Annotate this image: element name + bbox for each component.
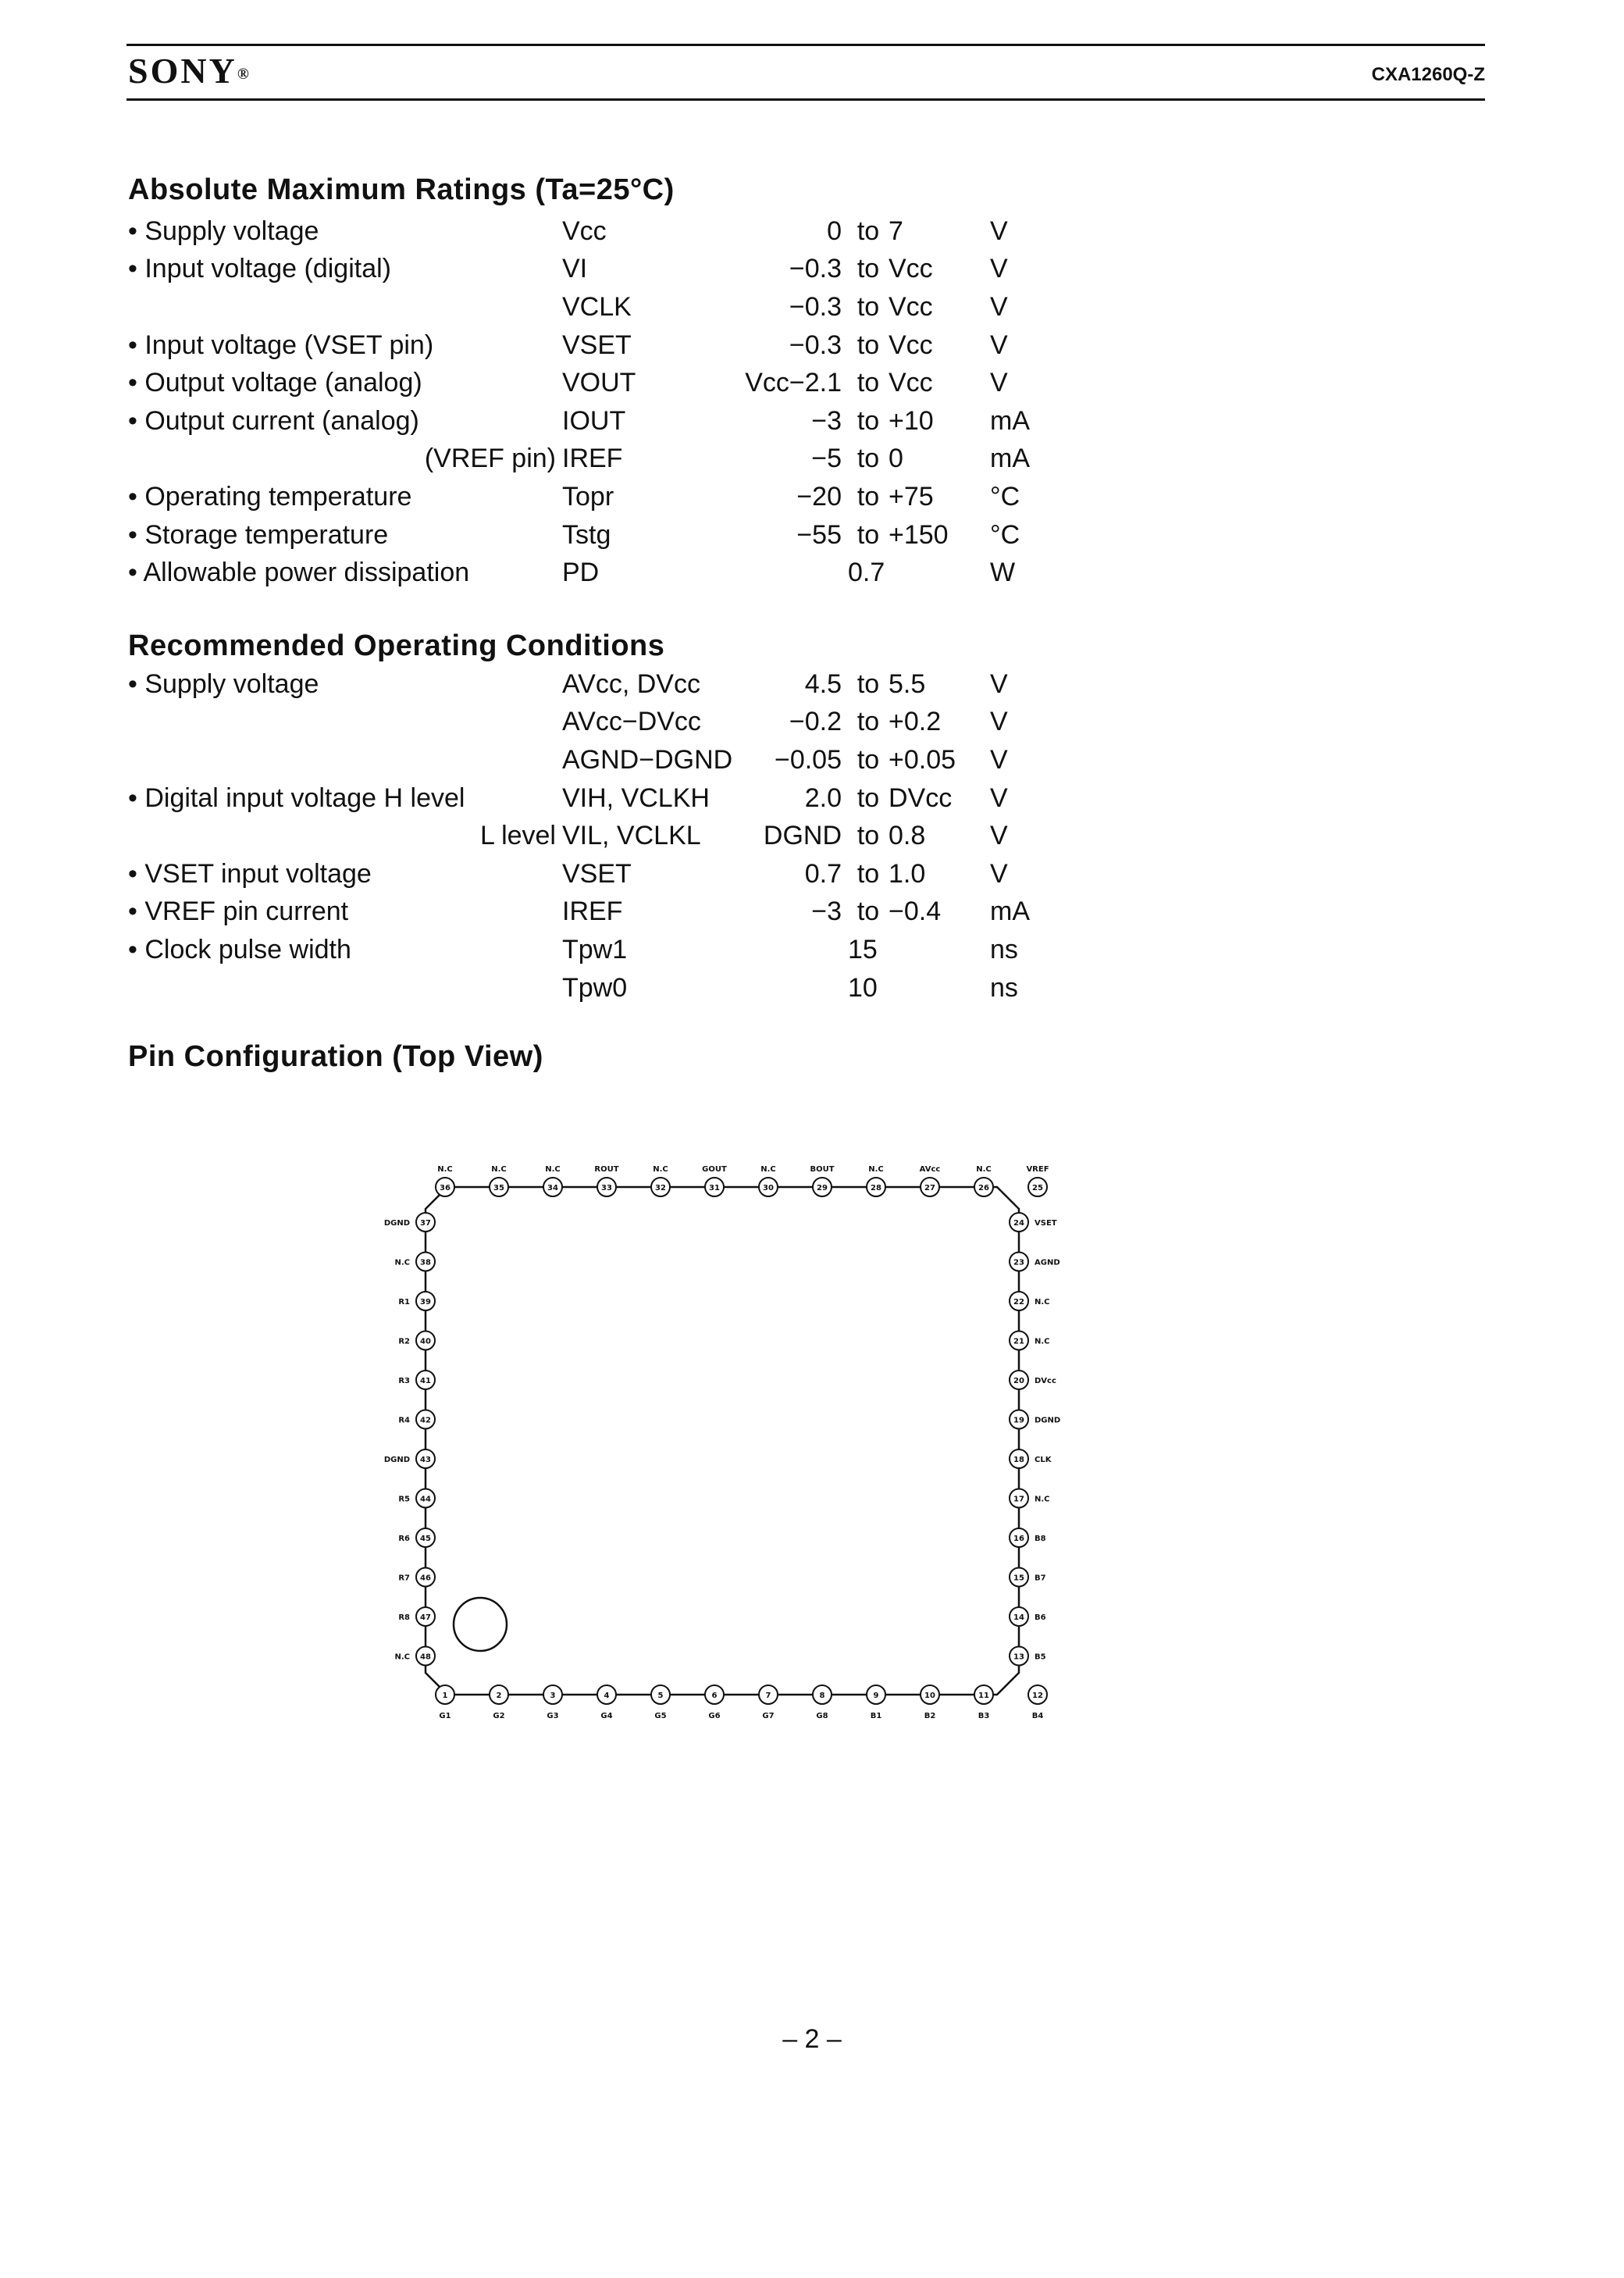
pin-label: R8: [398, 1613, 410, 1622]
pin-label: N.C: [976, 1165, 992, 1174]
spec-row: [128, 817, 1052, 855]
pin: [384, 1213, 435, 1232]
spec-min: −0.2: [789, 707, 842, 737]
spec-max: 5.5: [889, 668, 926, 699]
spec-parameter: [128, 288, 562, 326]
spec-row: [128, 516, 1052, 554]
pin: [398, 1292, 435, 1310]
spec-unit: V: [990, 783, 1008, 813]
pin-number: 34: [547, 1184, 558, 1192]
spec-range-sep: to: [857, 481, 880, 512]
spec-symbol: VIH, VCLKH: [562, 783, 710, 813]
pin-number: 46: [420, 1574, 431, 1583]
pin-label: VREF: [1026, 1165, 1049, 1174]
spec-min: −3: [811, 897, 842, 927]
spec-row: [128, 402, 1052, 440]
spec-symbol: AGND−DGND: [562, 744, 733, 775]
spec-row: [128, 704, 1052, 742]
spec-min: [757, 931, 848, 969]
spec-symbol: IREF: [562, 444, 623, 474]
spec-range-sep: to: [857, 444, 880, 474]
spec-min: 0: [827, 216, 842, 246]
spec-unit: °C: [990, 519, 1020, 550]
pin: [1026, 1165, 1049, 1196]
spec-range-sep: to: [857, 330, 880, 360]
spec-max: 7: [889, 216, 903, 246]
spec-parameter: • Storage temperature: [128, 519, 389, 550]
pin-number: 40: [420, 1337, 431, 1346]
spec-row: [128, 440, 1052, 479]
header-rule-bottom: [126, 98, 1485, 101]
spec-max: +150: [889, 519, 949, 550]
spec-range-sep: to: [857, 707, 880, 737]
page-number: – 2 –: [782, 2024, 842, 2054]
pin: [920, 1165, 941, 1196]
spec-min: −0.3: [789, 254, 842, 284]
spec-range-sep: to: [857, 744, 880, 775]
spec-unit: V: [990, 744, 1008, 775]
pin: [810, 1165, 834, 1196]
brand-logo: [128, 50, 251, 91]
pin-number: 42: [420, 1416, 431, 1425]
pin-label: R2: [398, 1337, 410, 1346]
spec-row: [128, 288, 1052, 326]
spec-parameter: • Input voltage (digital): [128, 254, 391, 284]
spec-parameter: (VREF pin): [424, 444, 556, 474]
spec-parameter: [128, 704, 562, 742]
spec-unit: V: [990, 216, 1008, 246]
rec-op-title: Recommended Operating Conditions: [128, 629, 665, 662]
spec-max: +0.05: [889, 744, 956, 775]
pin: [1010, 1371, 1056, 1389]
spec-row: [128, 931, 1052, 969]
pin-number: 41: [420, 1377, 431, 1385]
pin: [398, 1489, 435, 1508]
spec-max: +0.2: [889, 707, 942, 737]
pin: [398, 1528, 435, 1547]
pin-number: 21: [1013, 1337, 1024, 1346]
spec-min: −20: [796, 481, 842, 512]
pin-label: R3: [398, 1377, 410, 1385]
pin-label: B2: [924, 1712, 936, 1720]
pin-label: G3: [547, 1712, 559, 1720]
spec-range-sep: to: [857, 668, 880, 699]
spec-symbol: VSET: [562, 858, 632, 889]
spec-unit: V: [990, 821, 1008, 851]
pin-label: DGND: [1035, 1416, 1061, 1425]
pin: [398, 1607, 435, 1626]
pin-number: 2: [496, 1692, 502, 1700]
pin-number: 28: [871, 1184, 881, 1192]
spec-min: [757, 969, 848, 1007]
pin-number: 20: [1013, 1377, 1024, 1385]
spec-range-sep: to: [857, 519, 880, 550]
spec-max: −0.4: [889, 897, 942, 927]
pin-label: N.C: [394, 1652, 410, 1662]
spec-min: −3: [811, 405, 842, 436]
spec-parameter: • VSET input voltage: [128, 858, 372, 889]
spec-max: 0: [889, 444, 903, 474]
pin: [490, 1685, 508, 1720]
spec-range-sep: 15: [848, 934, 878, 964]
spec-range-sep: to: [857, 291, 880, 322]
pin: [1028, 1685, 1047, 1720]
pin-label: G4: [600, 1712, 613, 1720]
spec-max: +10: [889, 405, 934, 436]
spec-max: 0.8: [889, 821, 926, 851]
header-rule-top: [126, 44, 1485, 46]
spec-row: [128, 969, 1052, 1007]
pin: [1010, 1410, 1060, 1429]
spec-symbol: Tpw0: [562, 972, 628, 1003]
pin-label: B6: [1035, 1613, 1046, 1622]
spec-unit: ns: [990, 972, 1018, 1003]
pin: [398, 1332, 435, 1350]
spec-range-sep: to: [857, 897, 880, 927]
pin-number: 15: [1013, 1574, 1024, 1583]
pin1-index-mark: [454, 1598, 507, 1651]
pin-label: N.C: [1035, 1495, 1050, 1504]
pin-number: 18: [1013, 1456, 1024, 1464]
spec-max: +75: [889, 481, 934, 512]
spec-unit: mA: [990, 897, 1030, 927]
spec-row: [128, 855, 1052, 893]
pin: [1010, 1528, 1046, 1547]
pin-label: N.C: [545, 1165, 561, 1174]
pin-label: R6: [398, 1535, 410, 1543]
pin-number: 7: [765, 1692, 771, 1700]
spec-symbol: VOUT: [562, 368, 636, 398]
spec-min: −55: [796, 519, 842, 550]
pin-number: 6: [711, 1692, 718, 1700]
pin: [597, 1685, 616, 1720]
spec-unit: mA: [990, 444, 1030, 474]
spec-symbol: AVcc−DVcc: [562, 707, 701, 737]
spec-parameter: [128, 969, 562, 1007]
pin-label: R4: [398, 1416, 410, 1425]
spec-range-sep: to: [857, 254, 880, 284]
abs-max-table: [128, 212, 1052, 592]
pin-number: 26: [978, 1184, 989, 1192]
pin-label: B4: [1031, 1712, 1044, 1720]
pin-label: VSET: [1035, 1219, 1057, 1228]
spec-max: [889, 554, 990, 592]
spec-unit: V: [990, 330, 1008, 360]
pin-label: DVcc: [1035, 1377, 1056, 1385]
pin-number: 19: [1013, 1416, 1024, 1425]
pin-label: B1: [870, 1712, 882, 1720]
spec-range-sep: to: [857, 405, 880, 436]
pin-number: 45: [420, 1535, 431, 1543]
spec-parameter: • Output voltage (analog): [128, 368, 422, 398]
pin-label: N.C: [394, 1258, 410, 1267]
rec-op-table: [128, 665, 1052, 1007]
pin: [759, 1165, 778, 1196]
pin-label: R1: [398, 1298, 410, 1307]
pin: [398, 1568, 435, 1587]
spec-max: Vcc: [889, 254, 933, 284]
pin: [490, 1165, 508, 1196]
spec-parameter: • Supply voltage: [128, 216, 319, 246]
spec-parameter: • Operating temperature: [128, 481, 412, 512]
pin-number: 29: [817, 1184, 828, 1192]
pin-label: B3: [978, 1712, 990, 1720]
spec-min: −0.05: [774, 744, 842, 775]
spec-max: Vcc: [889, 368, 933, 398]
spec-range-sep: to: [857, 821, 880, 851]
pin-label: DGND: [383, 1219, 410, 1228]
spec-unit: mA: [990, 405, 1030, 436]
pin-number: 9: [873, 1692, 879, 1700]
pin-number: 11: [978, 1692, 989, 1700]
spec-parameter: • Digital input voltage H level: [128, 783, 465, 813]
pin-label: G7: [762, 1712, 775, 1720]
spec-symbol: Tstg: [562, 519, 611, 550]
pin: [867, 1165, 885, 1196]
spec-row: [128, 326, 1052, 365]
pin: [1010, 1449, 1052, 1468]
pin-label: R7: [398, 1574, 410, 1583]
pin-label: N.C: [1035, 1337, 1050, 1346]
spec-unit: V: [990, 291, 1008, 322]
pin-number: 27: [924, 1184, 935, 1192]
pin-label: CLK: [1035, 1456, 1052, 1464]
pin: [1010, 1568, 1046, 1587]
spec-min: [734, 554, 848, 592]
spec-unit: W: [990, 558, 1016, 588]
pin: [702, 1165, 727, 1196]
spec-min: Vcc−2.1: [745, 368, 842, 398]
package-body: [426, 1187, 1019, 1695]
pin-label: G5: [654, 1712, 667, 1720]
spec-max: [889, 931, 990, 969]
spec-symbol: PD: [562, 558, 600, 588]
pin-number: 37: [420, 1219, 431, 1228]
spec-row: [128, 251, 1052, 289]
spec-row: [128, 665, 1052, 704]
spec-unit: V: [990, 858, 1008, 889]
spec-row: [128, 741, 1052, 779]
pin-number: 38: [420, 1258, 431, 1267]
spec-parameter: • Supply voltage: [128, 668, 319, 699]
spec-row: [128, 364, 1052, 402]
spec-row: [128, 779, 1052, 818]
pin: [1010, 1332, 1050, 1350]
pin-label: B8: [1035, 1535, 1046, 1543]
pin: [921, 1685, 939, 1720]
pin-label: G2: [493, 1712, 505, 1720]
pin: [1010, 1292, 1050, 1310]
spec-parameter: • VREF pin current: [128, 897, 349, 927]
pin-label: N.C: [868, 1165, 884, 1174]
pin: [705, 1685, 724, 1720]
pin-number: 22: [1013, 1298, 1024, 1307]
pin-number: 13: [1013, 1652, 1024, 1662]
abs-max-title: Absolute Maximum Ratings (Ta=25°C): [128, 173, 675, 206]
pin-label: N.C: [1035, 1298, 1050, 1307]
spec-unit: °C: [990, 481, 1020, 512]
spec-min: 0.7: [804, 858, 842, 889]
pin-number: 36: [440, 1184, 451, 1192]
spec-max: 1.0: [889, 858, 926, 889]
pin-number: 14: [1013, 1613, 1024, 1622]
spec-min: 4.5: [804, 668, 842, 699]
spec-row: [128, 478, 1052, 516]
pin-label: B7: [1035, 1574, 1046, 1583]
pin: [867, 1685, 885, 1720]
pin-label: G8: [816, 1712, 828, 1720]
spec-parameter: • Allowable power dissipation: [128, 558, 470, 588]
spec-max: [889, 969, 990, 1007]
spec-min: DGND: [763, 821, 842, 851]
spec-symbol: IREF: [562, 897, 623, 927]
pin: [651, 1165, 670, 1196]
brand-name: SONY: [128, 51, 237, 91]
spec-range-sep: 10: [848, 972, 878, 1003]
pin: [1010, 1647, 1046, 1666]
pin-number: 23: [1013, 1258, 1024, 1267]
pin-label: N.C: [653, 1165, 668, 1174]
spec-parameter: [128, 741, 562, 779]
spec-range-sep: to: [857, 368, 880, 398]
pin: [543, 1685, 562, 1720]
pin: [974, 1165, 993, 1196]
pin-label: R5: [398, 1495, 410, 1504]
brand-registered-mark: ®: [237, 65, 251, 83]
pin-number: 24: [1013, 1219, 1024, 1228]
spec-symbol: Topr: [562, 481, 614, 512]
pin-number: 1: [442, 1692, 448, 1700]
pin-label: ROUT: [594, 1165, 619, 1174]
pin: [543, 1165, 562, 1196]
pin-label: B5: [1035, 1652, 1046, 1662]
pin-number: 12: [1032, 1692, 1043, 1700]
spec-parameter: L level: [479, 821, 556, 851]
pin-label: AVcc: [919, 1165, 941, 1174]
pin-number: 16: [1013, 1535, 1024, 1543]
part-number: CXA1260Q-Z: [1371, 64, 1485, 85]
pin: [384, 1449, 435, 1468]
pin: [1010, 1253, 1060, 1271]
pin: [759, 1685, 778, 1720]
pin: [436, 1165, 454, 1196]
pin: [594, 1165, 618, 1196]
pin-number: 33: [601, 1184, 612, 1192]
pin-label: DGND: [383, 1456, 410, 1464]
spec-symbol: IOUT: [562, 405, 626, 436]
pin-label: G1: [439, 1712, 451, 1720]
spec-unit: V: [990, 368, 1008, 398]
spec-symbol: VSET: [562, 330, 632, 360]
spec-max: Vcc: [889, 330, 933, 360]
pin-number: 30: [763, 1184, 774, 1192]
pin-number: 43: [420, 1456, 431, 1464]
pin: [651, 1685, 670, 1720]
spec-row: [128, 554, 1052, 592]
pin-number: 35: [493, 1184, 504, 1192]
pin: [813, 1685, 832, 1720]
spec-parameter: • Clock pulse width: [128, 934, 351, 964]
pin-label: AGND: [1035, 1258, 1060, 1267]
pin: [394, 1253, 435, 1271]
pin-number: 8: [819, 1692, 825, 1700]
pin-configuration-diagram: [351, 1156, 1132, 1749]
pin-label: BOUT: [810, 1165, 835, 1174]
abs-max-body: [128, 212, 1052, 592]
spec-unit: V: [990, 707, 1008, 737]
spec-range-sep: to: [857, 858, 880, 889]
pin-number: 25: [1032, 1184, 1043, 1192]
spec-symbol: AVcc, DVcc: [562, 668, 700, 699]
pin-number: 5: [657, 1692, 664, 1700]
pin-group: [384, 1165, 1060, 1720]
pin: [398, 1410, 435, 1429]
pin: [974, 1685, 993, 1720]
package-outline: [426, 1187, 1019, 1695]
spec-range-sep: to: [857, 216, 880, 246]
pin-label: GOUT: [702, 1165, 727, 1174]
spec-max: Vcc: [889, 291, 933, 322]
pin: [1010, 1607, 1046, 1626]
pin-number: 32: [655, 1184, 666, 1192]
spec-parameter: • Output current (analog): [128, 405, 419, 436]
pin-number: 4: [604, 1692, 610, 1700]
spec-symbol: VCLK: [562, 291, 632, 322]
pin-label: G6: [708, 1712, 721, 1720]
rec-op-body: [128, 665, 1052, 1007]
pin-number: 31: [709, 1184, 720, 1192]
spec-symbol: Tpw1: [562, 934, 628, 964]
spec-unit: ns: [990, 934, 1018, 964]
pin-config-title: Pin Configuration (Top View): [128, 1040, 543, 1073]
pin-label: N.C: [760, 1165, 776, 1174]
spec-range-sep: to: [857, 783, 880, 813]
pin: [436, 1685, 454, 1720]
spec-unit: V: [990, 254, 1008, 284]
spec-min: −0.3: [789, 330, 842, 360]
spec-row: [128, 212, 1052, 251]
spec-symbol: VI: [562, 254, 588, 284]
spec-min: 2.0: [804, 783, 842, 813]
pin: [1010, 1489, 1050, 1508]
spec-row: [128, 893, 1052, 932]
pin-number: 44: [420, 1495, 431, 1504]
pin-number: 39: [420, 1298, 431, 1307]
pin: [398, 1371, 435, 1389]
pin-number: 10: [924, 1692, 935, 1700]
spec-min: −5: [811, 444, 842, 474]
spec-parameter: • Input voltage (VSET pin): [128, 330, 434, 360]
pin-number: 3: [550, 1692, 556, 1700]
pin-number: 47: [420, 1613, 431, 1622]
spec-max: DVcc: [889, 783, 953, 813]
pin-label: N.C: [437, 1165, 453, 1174]
pin-number: 17: [1013, 1495, 1024, 1504]
spec-unit: V: [990, 668, 1008, 699]
spec-range-sep: 0.7: [848, 558, 885, 588]
spec-min: −0.3: [789, 291, 842, 322]
pin-number: 48: [420, 1652, 431, 1662]
spec-symbol: VIL, VCLKL: [562, 821, 701, 851]
pin: [1010, 1213, 1057, 1232]
pin-label: N.C: [491, 1165, 507, 1174]
pin: [394, 1647, 435, 1666]
spec-symbol: Vcc: [562, 216, 607, 246]
